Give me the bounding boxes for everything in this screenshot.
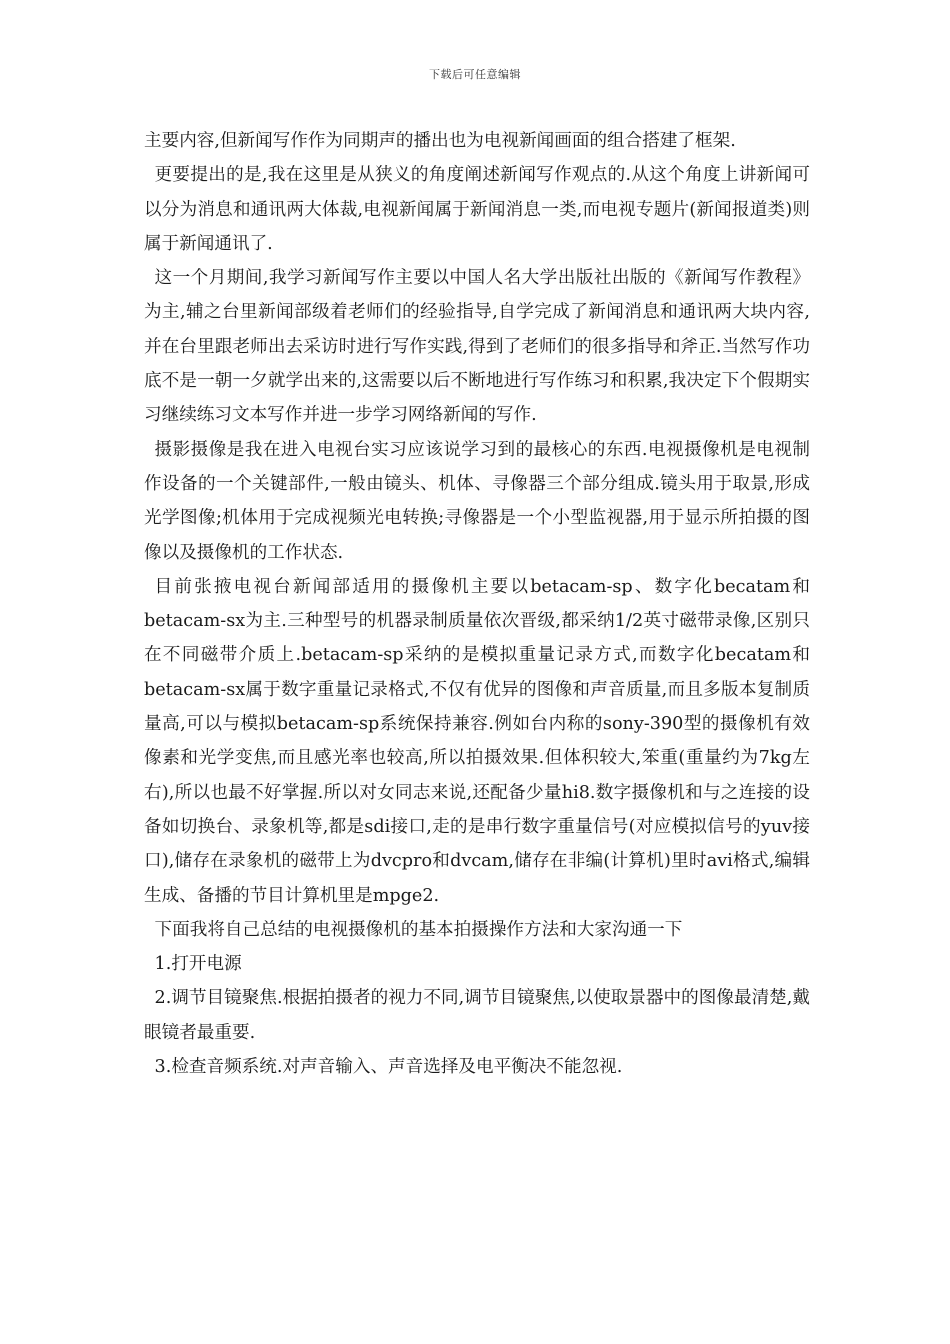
list-item: 1.打开电源 xyxy=(154,954,242,975)
paragraph: 主要内容,但新闻写作作为同期声的播出也为电视新闻画面的组合搭建了框架. xyxy=(144,131,736,151)
paragraph: 更要提出的是,我在这里是从狭义的角度阐述新闻写作观点的.从这个角度上讲新闻可以分为消息和通讯两大体裁,电视新闻属于新闻消息一类,而电视专题片(新闻报道类)则属于新闻通讯了. xyxy=(144,165,810,254)
paragraph: 下面我将自己总结的电视摄像机的基本拍摄操作方法和大家沟通一下 xyxy=(154,919,683,940)
paragraph: 目前张掖电视台新闻部适用的摄像机主要以betacam-sp、数字化becatam和betacam-sx为主.三种型号的机器录制质量依次晋级,都采纳1/2英寸磁带录像,区别只在不同磁带介质上.betacam-sp采纳的是模拟重量记录方式,而数字化becatam和betacam-sx属于数字重量记录格式,不仅有优异的图像和声音质量,而且多版本复制质量高,可以与模拟betacam-sp系统保持兼容.例如台内称的sony-390型的摄像机有效像素和光学变焦,而且感光率也较高,所以拍摄效果.但体积较大,笨重(重量约为7kg左右),所以也最不好掌握.所以对女同志来说,还配备少量hi8.数字摄像机和与之连接的设备如切换台、录象机等,都是sdi接口,走的是串行数字重量信号(对应模拟信号的yuv接口),储存在录象机的磁带上为dvcpro和dvcam,储存在非编(计算机)里时avi格式,编辑生成、备播的节目计算机里是mpge2. xyxy=(144,576,810,906)
paragraph: 这一个月期间,我学习新闻写作主要以中国人名大学出版社出版的《新闻写作教程》为主,辅之台里新闻部级着老师们的经验指导,自学完成了新闻消息和通讯两大块内容,并在台里跟老师出去采访时进行写作实践,得到了老师们的很多指导和斧正.当然写作功底不是一朝一夕就学出来的,这需要以后不断地进行写作练习和积累,我决定下个假期实习继续练习文本写作并进一步学习网络新闻的写作. xyxy=(144,268,810,426)
list-item: 2.调节目镜聚焦.根据拍摄者的视力不同,调节目镜聚焦,以使取景器中的图像最清楚,戴眼镜者最重要. xyxy=(144,988,810,1043)
list-item: 3.检查音频系统.对声音输入、声音选择及电平衡决不能忽视. xyxy=(154,1057,623,1078)
paragraph: 摄影摄像是我在进入电视台实习应该说学习到的最核心的东西.电视摄像机是电视制作设备的一个关键部件,一般由镜头、机体、寻像器三个部分组成.镜头用于取景,形成光学图像;机体用于完成视频光电转换;寻像器是一个小型监视器,用于显示所拍摄的图像以及摄像机的工作状态. xyxy=(144,439,810,563)
page-header: 下载后可任意编辑 xyxy=(429,68,521,81)
document-body xyxy=(144,124,810,1084)
